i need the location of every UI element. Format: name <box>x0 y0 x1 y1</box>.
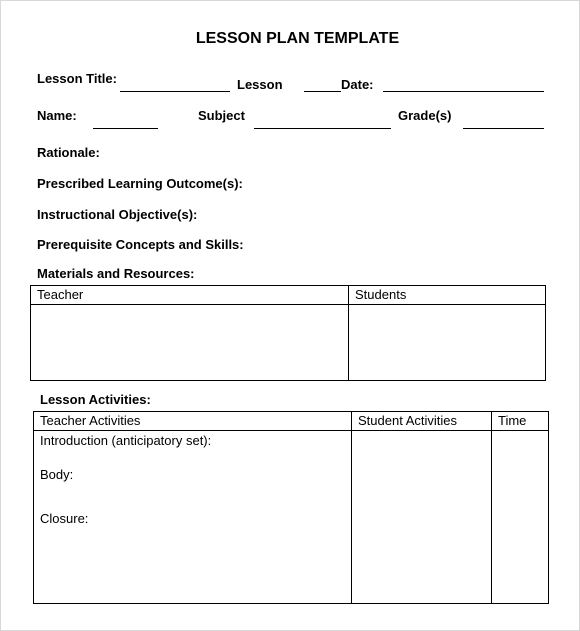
time-cell[interactable] <box>492 431 549 604</box>
rationale-label: Rationale: <box>37 145 100 160</box>
prerequisites-label: Prerequisite Concepts and Skills: <box>37 237 244 252</box>
date-label: Date: <box>341 77 374 92</box>
materials-label: Materials and Resources: <box>37 266 195 281</box>
name-field[interactable] <box>93 128 158 129</box>
subject-field[interactable] <box>254 128 391 129</box>
name-label: Name: <box>37 108 77 123</box>
activities-table <box>33 411 549 604</box>
activities-header-student: Student Activities <box>352 412 492 431</box>
page-title: LESSON PLAN TEMPLATE <box>195 30 400 47</box>
lesson-field[interactable] <box>304 91 341 92</box>
subject-label: Subject <box>198 108 245 123</box>
lesson-label: Lesson <box>237 77 283 92</box>
phase-body: Body: <box>40 467 74 482</box>
objectives-label: Instructional Objective(s): <box>37 207 198 222</box>
activities-header-time: Time <box>492 412 549 431</box>
materials-teacher-cell[interactable] <box>31 305 349 381</box>
student-activities-cell[interactable] <box>352 431 492 604</box>
teacher-activities-cell[interactable] <box>34 431 352 604</box>
activities-header-teacher: Teacher Activities <box>34 412 352 431</box>
lesson-title-label: Lesson Title: <box>37 71 117 86</box>
materials-table <box>30 285 546 381</box>
materials-students-cell[interactable] <box>349 305 546 381</box>
grades-field[interactable] <box>463 128 544 129</box>
materials-header-students: Students <box>349 286 546 305</box>
materials-header-teacher: Teacher <box>31 286 349 305</box>
phase-introduction: Introduction (anticipatory set): <box>40 433 212 448</box>
grades-label: Grade(s) <box>398 108 452 123</box>
activities-label: Lesson Activities: <box>40 392 151 407</box>
lesson-title-field[interactable] <box>120 91 230 92</box>
phase-closure: Closure: <box>40 511 89 526</box>
date-field[interactable] <box>383 91 544 92</box>
outcomes-label: Prescribed Learning Outcome(s): <box>37 176 243 191</box>
